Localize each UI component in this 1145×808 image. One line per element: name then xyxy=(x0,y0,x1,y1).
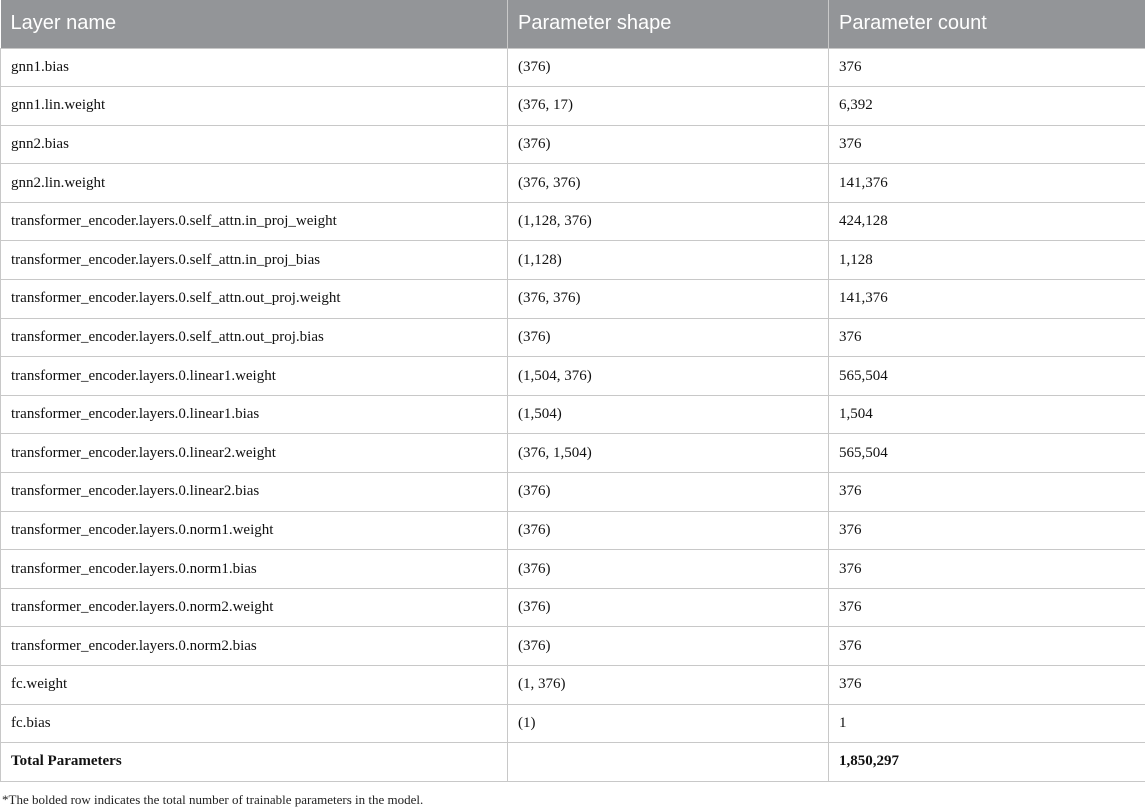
parameter-shape-cell: (1,504, 376) xyxy=(508,357,829,396)
table-row xyxy=(1,48,1145,87)
parameter-count-cell: 141,376 xyxy=(829,280,1145,319)
parameter-count-cell: 376 xyxy=(829,511,1145,550)
parameter-count-cell: 1,128 xyxy=(829,241,1145,280)
header-parameter-count: Parameter count xyxy=(829,0,1145,48)
layer-name-cell: gnn1.bias xyxy=(1,48,508,87)
layer-name-cell: transformer_encoder.layers.0.self_attn.out_proj.weight xyxy=(1,280,508,319)
layer-name-cell: transformer_encoder.layers.0.norm2.weight xyxy=(1,588,508,627)
table-row xyxy=(1,280,1145,319)
parameter-shape-cell: (376) xyxy=(508,125,829,164)
parameter-shape-cell: (1,128) xyxy=(508,241,829,280)
table-row xyxy=(1,434,1145,473)
total-count: 1,850,297 xyxy=(829,743,1145,782)
parameter-shape-cell: (376, 17) xyxy=(508,87,829,126)
table-body xyxy=(1,48,1145,781)
table-row xyxy=(1,318,1145,357)
parameter-count-cell: 565,504 xyxy=(829,434,1145,473)
parameter-count-cell: 376 xyxy=(829,48,1145,87)
parameter-shape-cell: (1) xyxy=(508,704,829,743)
parameter-shape-cell: (1, 376) xyxy=(508,666,829,705)
parameter-count-cell: 376 xyxy=(829,588,1145,627)
parameter-shape-cell: (376) xyxy=(508,627,829,666)
layer-name-cell: gnn2.bias xyxy=(1,125,508,164)
layer-name-cell: transformer_encoder.layers.0.self_attn.in_proj_bias xyxy=(1,241,508,280)
header-layer-name: Layer name xyxy=(1,0,508,48)
table-row xyxy=(1,125,1145,164)
parameter-count-cell: 376 xyxy=(829,666,1145,705)
parameter-shape-cell: (376, 1,504) xyxy=(508,434,829,473)
total-label: Total Parameters xyxy=(1,743,508,782)
table-header xyxy=(1,0,1145,48)
total-row xyxy=(1,743,1145,782)
layer-name-cell: transformer_encoder.layers.0.norm1.bias xyxy=(1,550,508,589)
table-row xyxy=(1,704,1145,743)
parameter-shape-cell: (1,128, 376) xyxy=(508,202,829,241)
parameter-shape-cell: (376) xyxy=(508,48,829,87)
table-row xyxy=(1,473,1145,512)
parameter-count-cell: 376 xyxy=(829,125,1145,164)
layer-name-cell: transformer_encoder.layers.0.norm2.bias xyxy=(1,627,508,666)
header-parameter-shape: Parameter shape xyxy=(508,0,829,48)
layer-name-cell: transformer_encoder.layers.0.self_attn.out_proj.bias xyxy=(1,318,508,357)
parameter-shape-cell: (376, 376) xyxy=(508,280,829,319)
parameter-count-cell: 1,504 xyxy=(829,395,1145,434)
parameter-count-cell: 376 xyxy=(829,473,1145,512)
parameter-shape-cell: (376) xyxy=(508,588,829,627)
table-row xyxy=(1,87,1145,126)
layer-name-cell: gnn2.lin.weight xyxy=(1,164,508,203)
layer-name-cell: transformer_encoder.layers.0.self_attn.in_proj_weight xyxy=(1,202,508,241)
parameter-count-cell: 376 xyxy=(829,318,1145,357)
parameter-count-cell: 141,376 xyxy=(829,164,1145,203)
table-row xyxy=(1,666,1145,705)
table-row xyxy=(1,550,1145,589)
header-row xyxy=(1,0,1145,48)
layer-name-cell: fc.weight xyxy=(1,666,508,705)
table-row xyxy=(1,395,1145,434)
parameter-count-cell: 1 xyxy=(829,704,1145,743)
table-row xyxy=(1,588,1145,627)
table-row xyxy=(1,164,1145,203)
parameter-shape-cell: (376) xyxy=(508,318,829,357)
table-row xyxy=(1,511,1145,550)
layer-name-cell: fc.bias xyxy=(1,704,508,743)
table-row xyxy=(1,627,1145,666)
layer-name-cell: gnn1.lin.weight xyxy=(1,87,508,126)
table-footnote: *The bolded row indicates the total number of trainable parameters in the model. xyxy=(0,782,1145,808)
parameter-count-cell: 376 xyxy=(829,550,1145,589)
parameter-count-cell: 565,504 xyxy=(829,357,1145,396)
parameter-shape-cell: (376) xyxy=(508,511,829,550)
table-row xyxy=(1,357,1145,396)
parameter-shape-cell: (376) xyxy=(508,473,829,512)
parameter-count-cell: 6,392 xyxy=(829,87,1145,126)
total-shape xyxy=(508,743,829,782)
layer-name-cell: transformer_encoder.layers.0.norm1.weight xyxy=(1,511,508,550)
layer-name-cell: transformer_encoder.layers.0.linear2.bias xyxy=(1,473,508,512)
table-row xyxy=(1,241,1145,280)
table-row xyxy=(1,202,1145,241)
parameter-count-cell: 424,128 xyxy=(829,202,1145,241)
layer-name-cell: transformer_encoder.layers.0.linear1.weight xyxy=(1,357,508,396)
parameter-shape-cell: (1,504) xyxy=(508,395,829,434)
layer-name-cell: transformer_encoder.layers.0.linear1.bias xyxy=(1,395,508,434)
parameter-count-cell: 376 xyxy=(829,627,1145,666)
layer-name-cell: transformer_encoder.layers.0.linear2.weight xyxy=(1,434,508,473)
parameter-shape-cell: (376) xyxy=(508,550,829,589)
parameter-shape-cell: (376, 376) xyxy=(508,164,829,203)
